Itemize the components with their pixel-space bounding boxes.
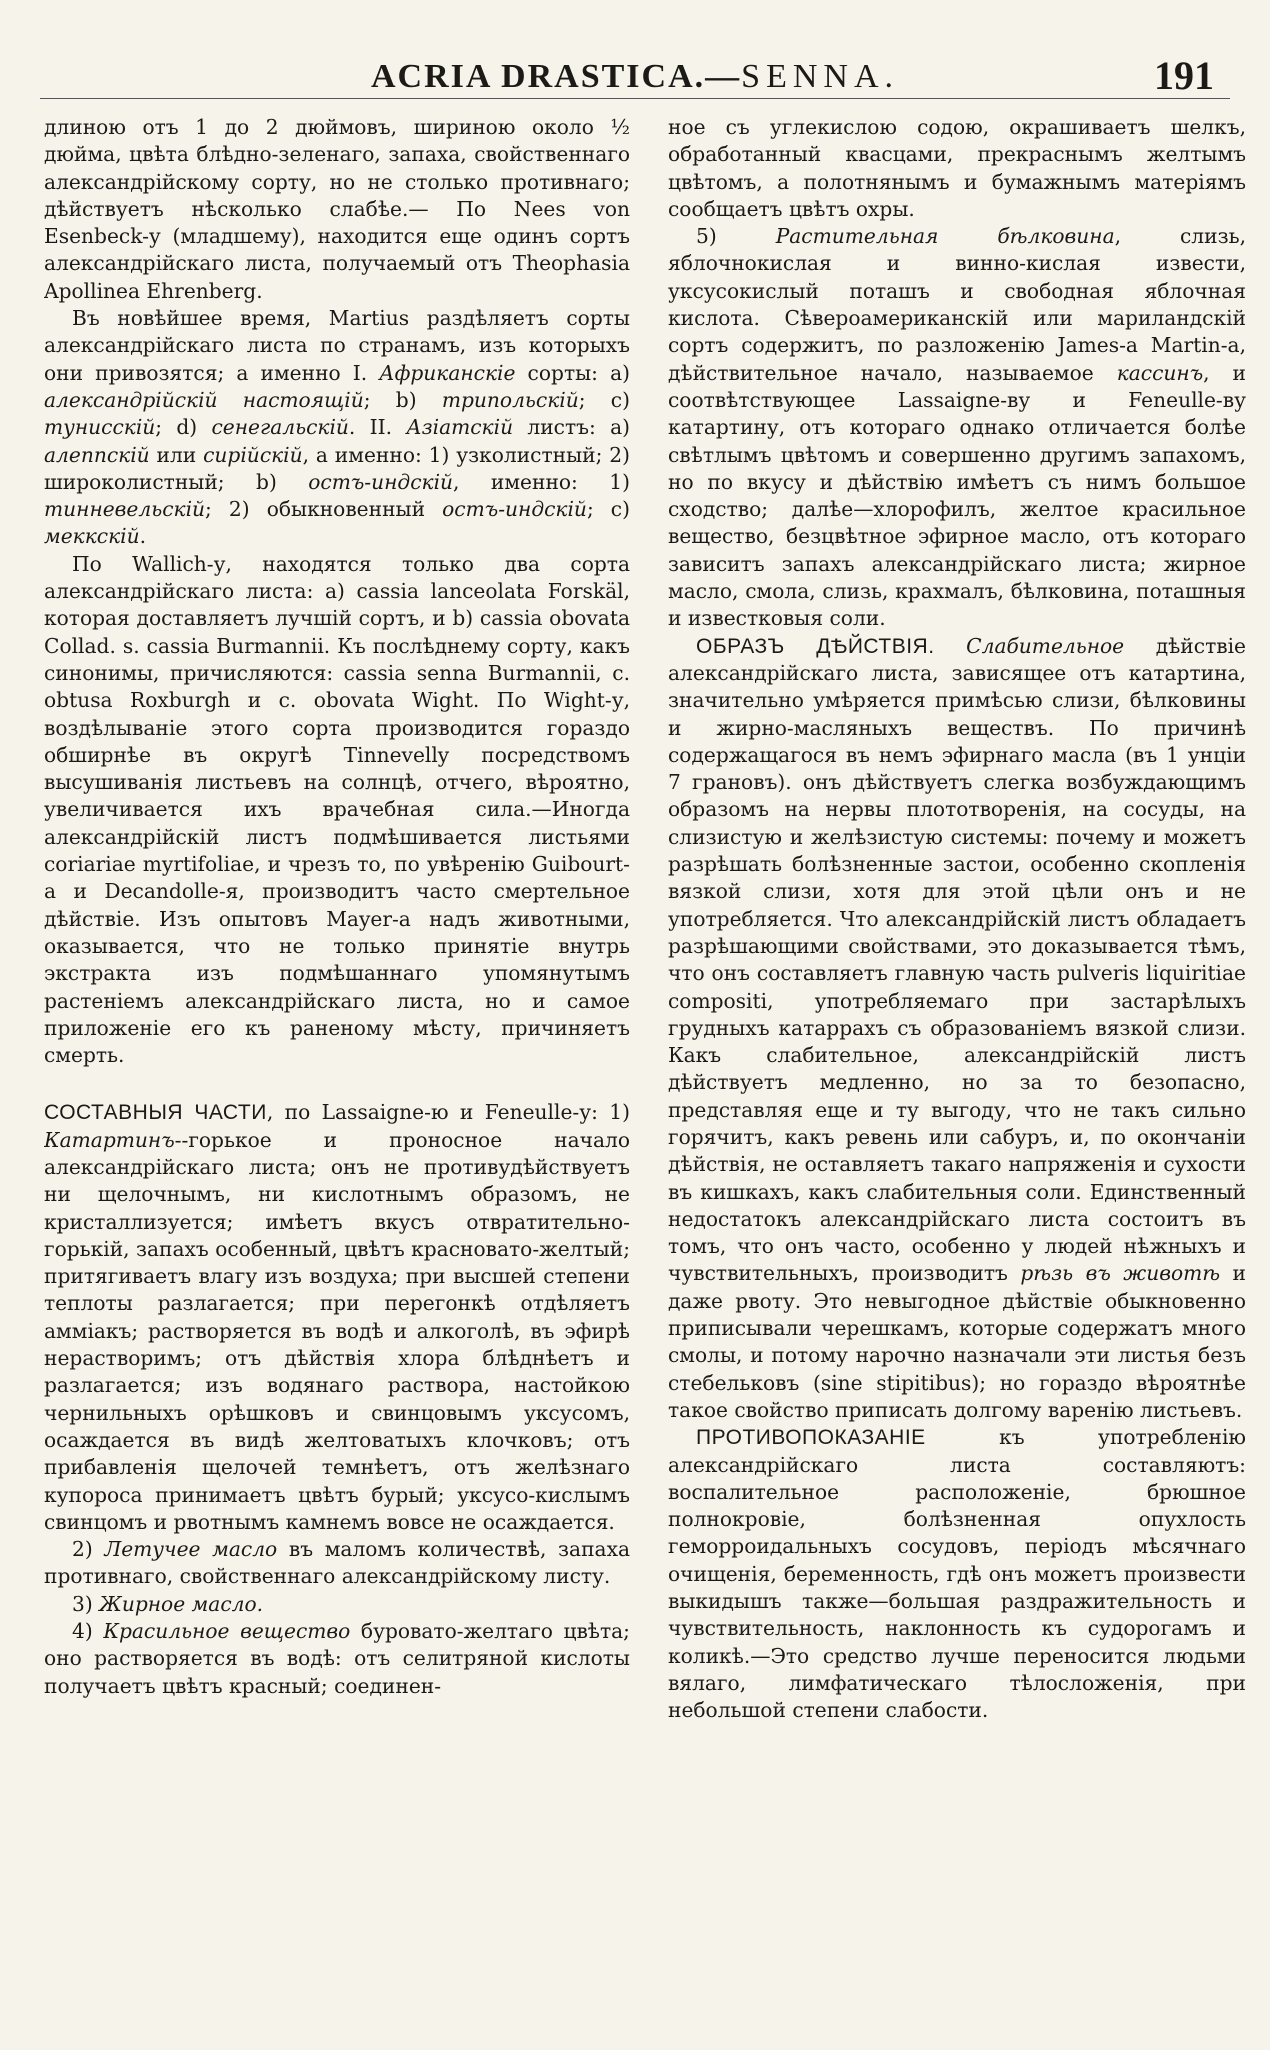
header-rule [40,98,1230,99]
running-header [40,38,1230,98]
section-heading-mode-of-action: ОБРАЗЪ ДѢЙСТВІЯ. [696,634,935,658]
paragraph-mode-of-action: ОБРАЗЪ ДѢЙСТВІЯ. Слабительное дѣйствіе александрійскаго листа, зависящее отъ катартина, значительно умѣряется примѣсью слизи, бѣлковины и жирно-масляныхъ веществъ. По причинѣ содержащагося въ немъ эфирнаго масла (въ 1 унціи 7 грановъ). онъ дѣйствуетъ слегка возбуждающимъ образомъ на нервы плототворенія, на сосуды, на слизистую и желѣзистую системы: почему и можетъ разрѣшать болѣзненные застои, особенно скопленія вязкой слизи, хотя для этой цѣли онъ и не употребляется. Что александрійскій листъ обладаетъ разрѣшающими свойствами, это доказывается тѣмъ, что онъ составляетъ главную часть pulveris liquiritiae compositi, употребляемаго при застарѣлыхъ грудныхъ катаррахъ съ образованіемъ вязкой слизи. Какъ слабительное, александрійскій листъ дѣйствуетъ медленно, но за то безопасно, представляя еще и ту выгоду, что не такъ сильно горячитъ, какъ ревень или сабуръ, и, по окончаніи дѣйствія, не оставляетъ такаго напряженія и сухости въ кишкахъ, какъ слабительныя соли. Единственный недостатокъ александрійскаго листа состоитъ въ томъ, что онъ часто, особенно у людей нѣжныхъ и чувствительныхъ, производитъ рѣзь въ животѣ и даже рвоту. Это невыгодное дѣйствіе обыкновенно приписывали черешкамъ, которые содержатъ много смолы, и потому нарочно назначали эти листья безъ стебельковъ (sine stipitibus); но гораздо вѣроятнѣе такое свойство приписать долгому варенію листьевъ. [668,633,1246,1422]
running-title-sub: SENNA. [741,58,899,95]
section-heading-constituents: СОСТАВНЫЯ ЧАСТИ [44,1101,267,1125]
right-column [668,114,1246,2014]
paragraph-constituents: СОСТАВНЫЯ ЧАСТИ, по Lassaigne-ю и Feneulle-у: 1) Катартинъ--горькое и проносное начало александрійскаго листа; онъ не противудѣйствуетъ ни щелочнымъ, ни кислотнымъ образомъ, не кристаллизуется; имѣетъ вкусъ отвратительно-горькій, запахъ особенный, цвѣтъ красновато-желтый; притягиваетъ влагу изъ воздуха; при высшей степени теплоты разлагается; при перегонкѣ отдѣляетъ амміакъ; растворяется въ водѣ и алкоголѣ, въ эфирѣ нерастворимъ; отъ дѣйствія хлора блѣднѣетъ и разлагается; изъ водянаго раствора, настойкою чернильныхъ орѣшковъ и свинцовымъ уксусомъ, осаждается въ видѣ желтоватыхъ клочковъ; отъ прибавленія щелочей темнѣетъ, отъ желѣзнаго купороса принимаетъ цвѣтъ бурый; уксусо-кислымъ свинцомъ и рвотнымъ камнемъ вовсе не осаждается. [44,1100,630,1534]
paragraph-albumin: 5) Растительная бѣлковина, слизь, яблочнокислая и винно-кислая извести, уксусокислый поташъ и свободная яблочная кислота. Сѣвероамериканскій или мариландскій сортъ содержитъ, по разложенію James-а Martin-а, дѣйствительное начало, называемое кассинъ, и соотвѣтствующее Lassaigne-ву и Feneulle-ву катартину, отъ котораго однако отличается болѣе свѣтлымъ цвѣтомъ и совершенно другимъ запахомъ, но по вкусу и дѣйствію имѣетъ съ нимъ большое сходство; далѣе—хлорофилъ, желтое красильное вещество, безцвѣтное эфирное масло, отъ котораго зависитъ запахъ александрійскаго листа; жирное масло, смола, слизь, крахмалъ, бѣлковина, поташныя и известковыя соли. [668,224,1246,631]
paragraph-contraindications: ПРОТИВОПОКАЗАНІЕ къ употребленію александрійскаго листа составляютъ: воспалительное расположеніе, брюшное полнокровіе, болѣзненная опухлость геморроидальныхъ сосудовъ, періодъ мѣсячнаго очищенія, беременность, гдѣ онъ можетъ произвести выкидышъ также—большая раздражительность и чувствительность, наклонность къ судорогамъ и коликѣ.—Это средство лучше переносится людьми вялаго, лимфатическаго тѣлосложенія, при небольшой степени слабости. [668,1425,1246,1723]
paragraph-volatile-oil: 2) Летучее масло въ маломъ количествѣ, запаха противнаго, свойственнаго александрійскому листу. [44,1537,630,1589]
section-heading-contraindications: ПРОТИВОПОКАЗАНІЕ [696,1426,926,1450]
paragraph-wallich: По Wallich-у, находятся только два сорта александрійскаго листа: a) cassia lanceolata Forskäl, которая доставляетъ лучшій сортъ, и b) cassia obovata Collad. s. cassia Burmannii. Къ послѣднему сорту, какъ синонимы, причисляются: cassia senna Burmannii, c. obtusa Roxburgh и c. obovata Wight. По Wight-у, воздѣлываніе этого сорта производится гораздо обширнѣе въ округѣ Tinnevelly посредствомъ высушиванія листьевъ на солнцѣ, отчего, вѣроятно, увеличивается ихъ врачебная сила.—Иногда александрійскій листъ подмѣшивается листьями coriariae myrtifoliae, и чрезъ то, по увѣренію Guibourt-а и Decandolle-я, производитъ часто смертельное дѣйствіе. Изъ опытовъ Mayer-а надъ животными, оказывается, что не только принятіе внутрь экстракта изъ подмѣшаннаго упомянутымъ растеніемъ александрійскаго листа, но и самое приложеніе его къ раненому мѣсту, причиняетъ смерть. [44,551,630,1068]
paragraph-martius: Въ новѣйшее время, Martius раздѣляетъ сорты александрійскаго листа по странамъ, изъ которыхъ они привозятся; а именно I. Африканскіе сорты: a) александрійскій настоящій; b) трипольскій; c) тунисскій; d) сенегальскій. II. Азіатскій листъ: a) алеппскій или сирійскій, а именно: 1) узколистный; 2) широколистный; b) остъ-индскій, именно: 1) тинневельскій; 2) обыкновенный остъ-индскій; c) меккскій. [44,306,630,549]
paragraph-dye-continued: ное съ углекислою содою, окрашиваетъ шелкъ, обработанный квасцами, прекраснымъ желтымъ цвѣтомъ, а полотнянымъ и бумажнымъ матеріямъ сообщаетъ цвѣтъ охры. [668,115,1246,221]
running-title-main: ACRIA DRASTICA.— [370,58,742,95]
paragraph-fatty-oil: 3) Жирное масло. [72,1591,264,1616]
page-number: 191 [1154,53,1214,98]
left-column [44,114,630,2014]
running-title [40,58,1230,96]
paragraph-continuation: длиною отъ 1 до 2 дюймовъ, шириною около ½ дюйма, цвѣта блѣдно-зеленаго, запаха, свойственнаго александрійскому сорту, но не столько противнаго; дѣйствуетъ нѣсколько слабѣе.— По Nees von Esenbeck-у (младшему), находится еще одинъ сортъ александрійскаго листа, получаемый отъ Theophasia Apollinea Ehrenberg. [44,115,630,303]
paragraph-dye: 4) Красильное вещество буровато-желтаго цвѣта; оно растворяется въ водѣ: отъ селитряной кислоты получаетъ цвѣтъ красный; соединен- [44,1619,630,1698]
